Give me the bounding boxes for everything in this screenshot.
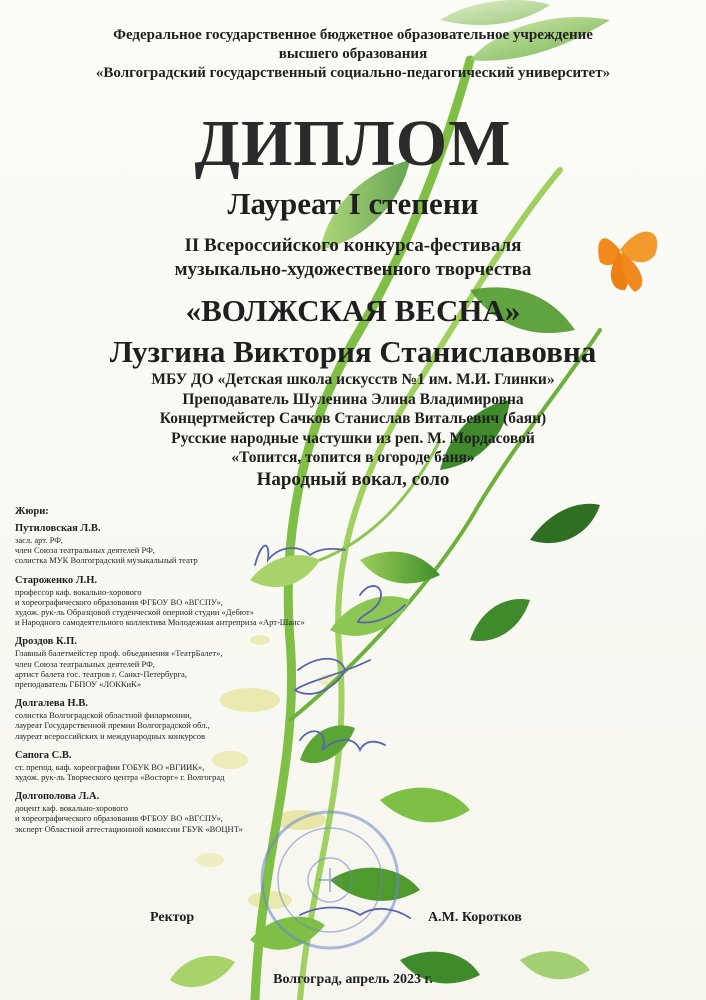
detail-school: МБУ ДО «Детская школа искусств №1 им. М.И. Глинки» (151, 371, 555, 388)
diploma-title: ДИПЛОМ (194, 107, 512, 180)
jury-member (15, 790, 355, 834)
jury-heading: Жюри: (15, 506, 49, 517)
jury-member-title: преподаватель ГБПОУ «ЛОККиК» (15, 679, 142, 690)
jury-member (15, 522, 355, 566)
organization-line-1: Федеральное государственное бюджетное образовательное учреждение (113, 27, 593, 43)
organization-line-3: «Волгоградский государственный социально-педагогический университет» (95, 65, 611, 81)
jury-member-title: и Народного самодеятельного коллектива Молодежная антреприза «Арт-Шанс» (15, 617, 305, 628)
jury-member-name: Путиловская Л.В. (15, 523, 101, 534)
jury-member-name: Дроздов К.П. (15, 636, 77, 648)
jury-member-title: член Союза театральных деятелей РФ, (15, 545, 155, 556)
jury-member-title: артист балета гос. театров г. Санкт-Петербурга, (15, 668, 187, 679)
jury-member-title: профессор каф. вокально-хорового (15, 586, 142, 597)
jury-member-title: и хореографического образования ФГБОУ ВО «ВГСПУ», (15, 596, 223, 607)
detail-teacher: Преподаватель Шуленина Элина Владимировна (182, 390, 524, 408)
jury-list (15, 506, 355, 842)
detail-repertoire: Русские народные частушки из реп. М. Мордасовой (171, 429, 535, 447)
jury-member-title: лауреат всероссийских и международных конкурсов (15, 730, 205, 741)
jury-member-title: доцент каф. вокально-хорового (15, 803, 129, 814)
jury-member-title: Главный балетмейстер проф. объединения «ТеатрБалет», (15, 648, 223, 659)
laureate-name: Лузгина Виктория Станиславовна (109, 334, 597, 369)
place-and-date: Волгоград, апрель 2023 г. (273, 972, 433, 987)
jury-member-title: солистка Волгоградской областной филармонии, (15, 710, 192, 721)
contest-line-2: музыкально-художественного творчества (174, 259, 532, 280)
jury-member-name: Сапога С.В. (15, 749, 72, 761)
jury-member-title: член Союза театральных деятелей РФ, (15, 658, 155, 669)
jury-member (15, 574, 355, 628)
jury-member-title: эксперт Областной аттестационной комиссии ГБУК «ВОЦНТ» (15, 823, 243, 834)
contest-description (0, 234, 706, 282)
jury-member (15, 697, 355, 741)
jury-member-name: Долгалева Н.В. (15, 698, 88, 710)
contest-line-1: II Всероссийского конкурса-фестиваля (184, 235, 522, 256)
jury-member-title: худож. рук-ль Образцовой студенческой оперной студии «Дебют» (15, 607, 255, 618)
detail-accompanist: Концертмейстер Сачков Станислав Витальевич (баян) (159, 410, 547, 427)
organization-header (0, 26, 706, 83)
jury-member (15, 749, 355, 782)
jury-member-title: худож. рук-ль Творческого центра «Восторг» г. Волгоград (15, 772, 225, 783)
detail-song: «Топится, топится в огороде баня» (231, 449, 475, 466)
laureate-degree: Лауреат I степени (227, 186, 479, 221)
rector-name: А.М. Коротков (428, 910, 522, 925)
organization-line-2: высшего образования (278, 46, 428, 62)
nomination-category: Народный вокал, соло (256, 469, 450, 490)
jury-member-name: Староженко Л.Н. (15, 574, 98, 586)
jury-member-name: Долгополова Л.А. (15, 791, 100, 803)
jury-member-title: лауреат Государственной премии Волгоградской обл., (15, 720, 210, 731)
festival-name: «ВОЛЖСКАЯ ВЕСНА» (185, 293, 521, 328)
jury-member (15, 635, 355, 689)
jury-member-title: и хореографического образования ФГБОУ ВО «ВГСПУ», (15, 813, 223, 824)
jury-member-title: ст. препод. каф. хореографии ГОБУК ВО «ВГИИК», (15, 761, 205, 772)
rector-label: Ректор (150, 910, 195, 925)
jury-member-title: солистка МУК Волгоградский музыкальный театр (15, 555, 198, 566)
laureate-details (0, 370, 706, 468)
jury-member-title: засл. арт. РФ, (15, 535, 64, 545)
